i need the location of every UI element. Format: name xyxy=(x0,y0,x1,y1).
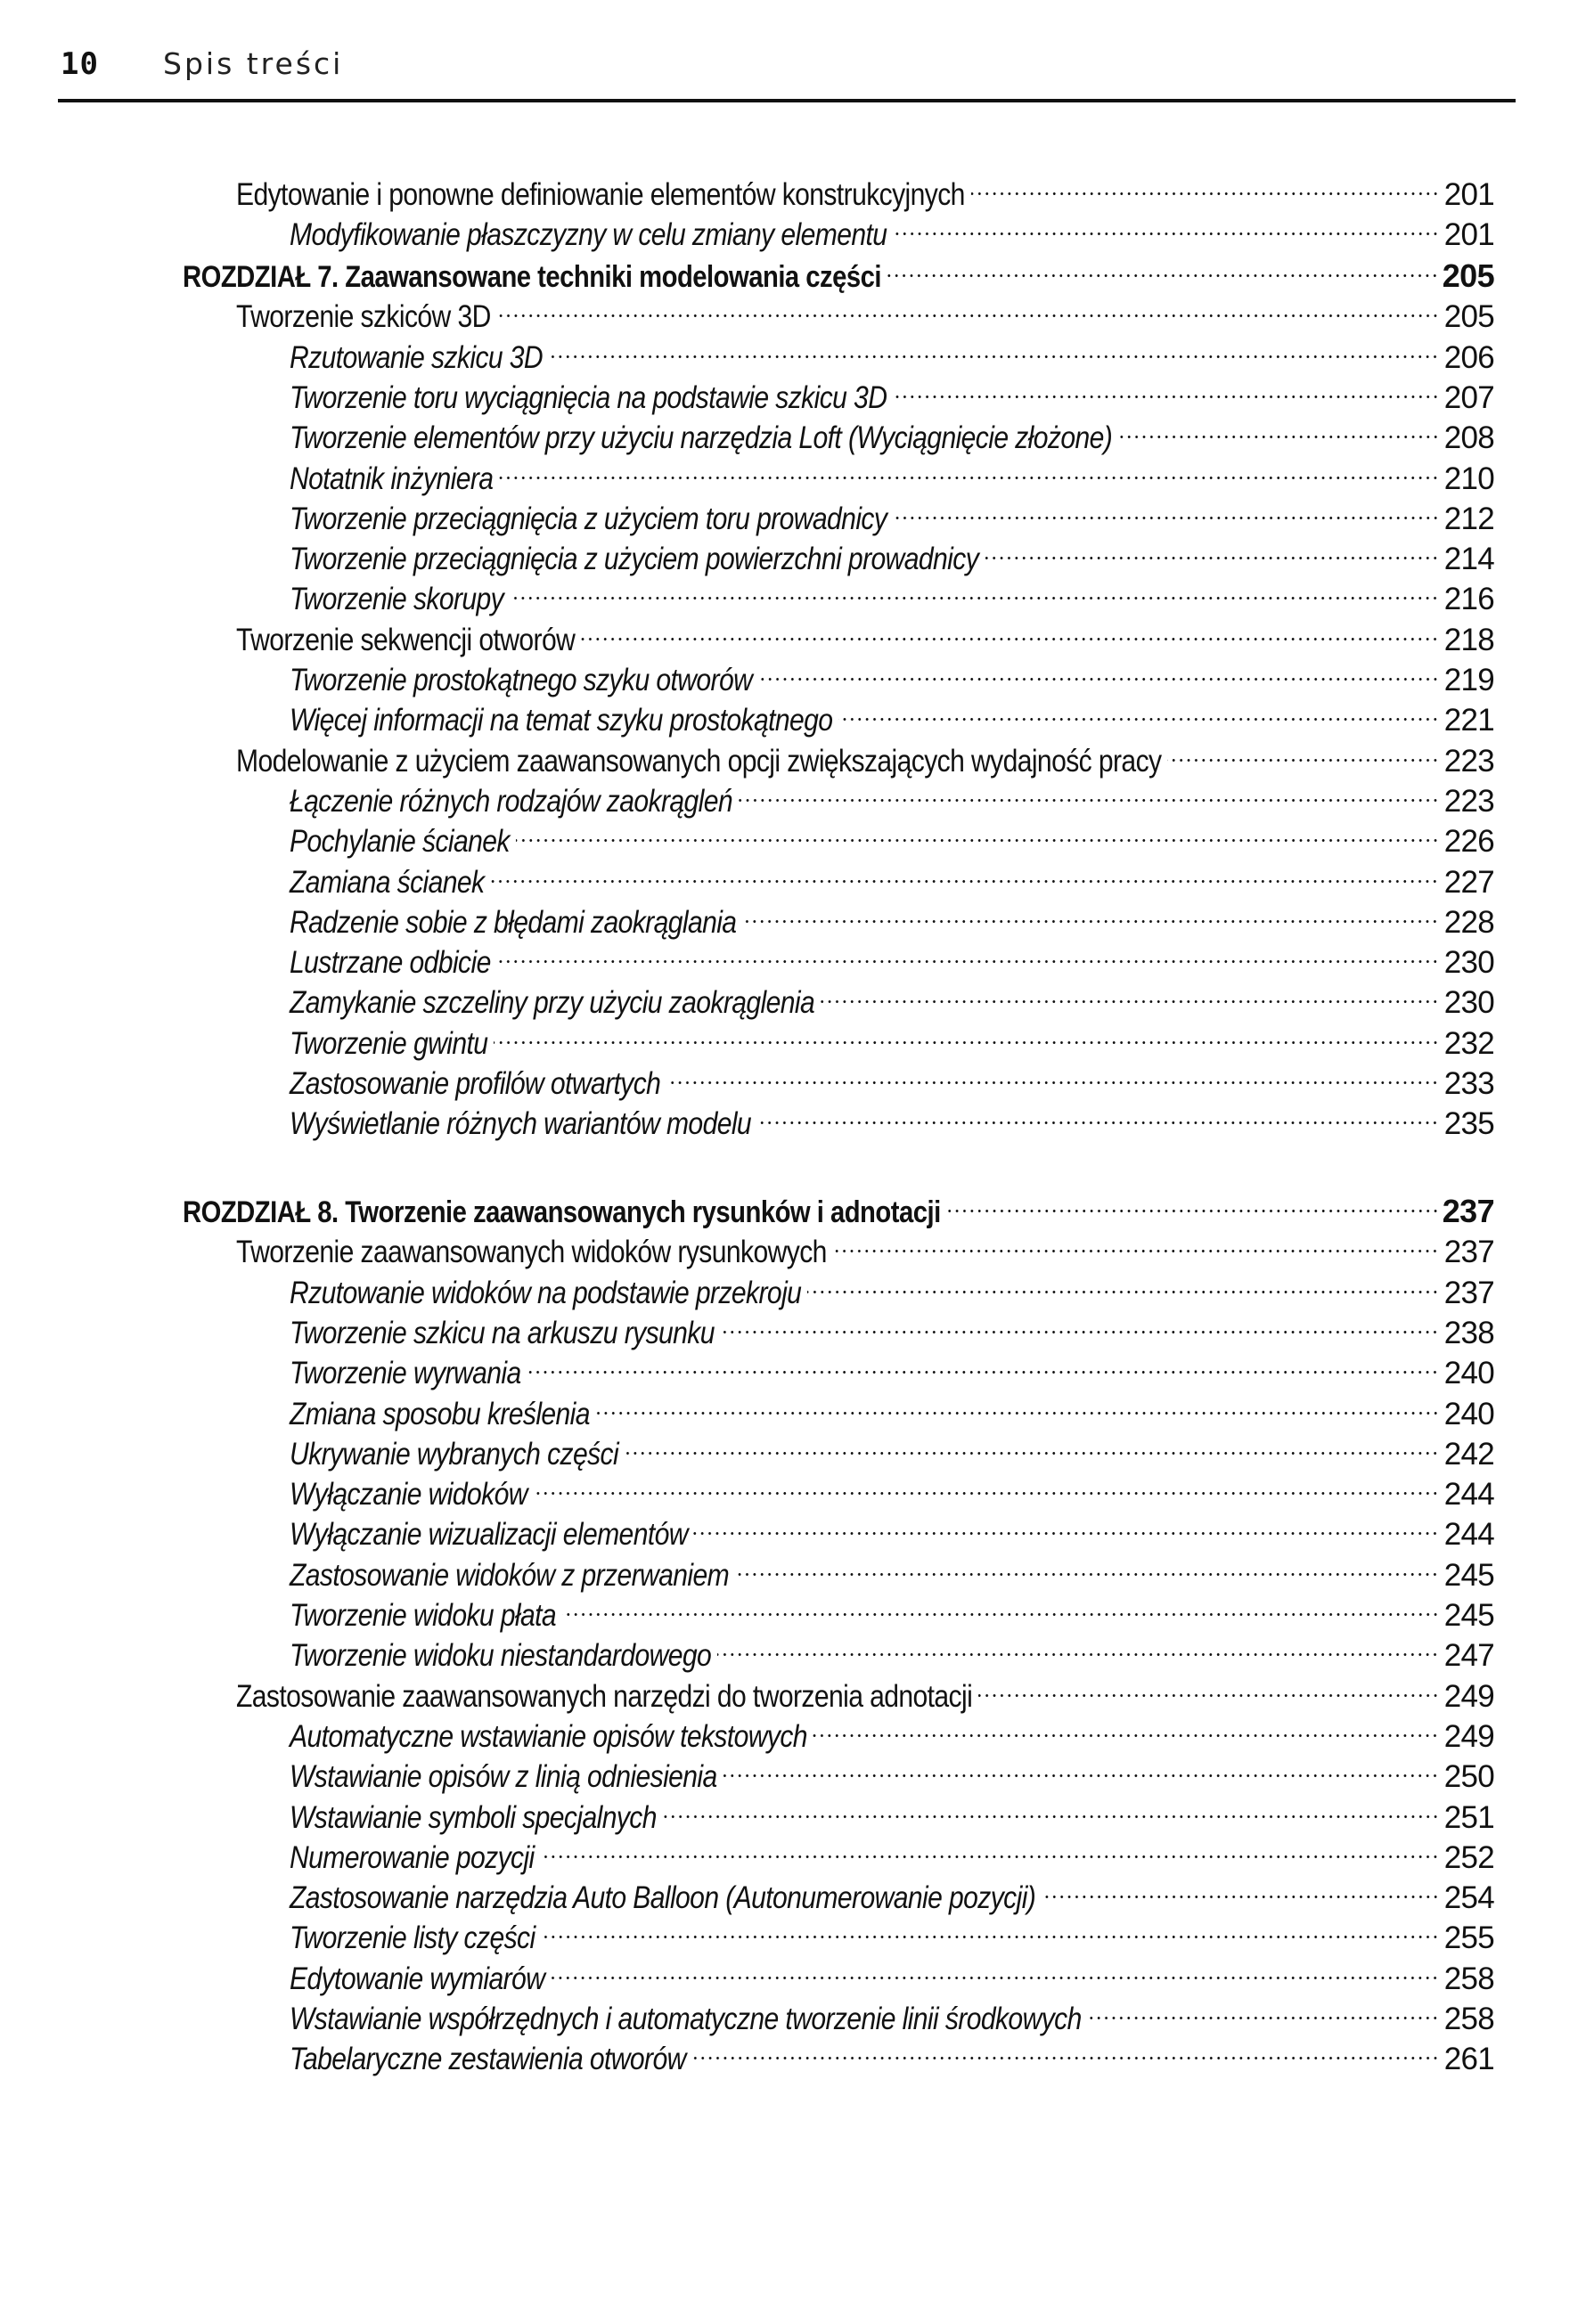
entry-page-number: 201 xyxy=(1443,177,1494,212)
entry-title: Więcej informacji na temat szyku prostokątnego xyxy=(290,703,833,738)
entry-page-number: 228 xyxy=(1443,904,1494,940)
toc-entry[interactable] xyxy=(290,1586,1494,1633)
entry-title: Tabelaryczne zestawienia otworów xyxy=(290,2042,686,2077)
entry-title: Tworzenie widoku płata xyxy=(290,1598,557,1633)
dot-leader xyxy=(720,1303,1439,1343)
entry-title: Zamiana ścianek xyxy=(290,864,485,900)
dot-leader xyxy=(692,2029,1439,2069)
entry-title: Automatyczne wstawianie opisów tekstowych xyxy=(290,1718,807,1754)
entry-page-number: 249 xyxy=(1443,1718,1494,1754)
running-title: Spis treści xyxy=(163,46,344,81)
toc-entry[interactable] xyxy=(236,287,1494,335)
entry-page-number: 261 xyxy=(1443,2042,1494,2077)
dot-leader xyxy=(813,1707,1439,1747)
toc-entry[interactable] xyxy=(290,1384,1494,1431)
dot-leader xyxy=(666,1054,1439,1094)
entry-title: Tworzenie sekwencji otworów xyxy=(236,622,576,657)
toc-entry[interactable] xyxy=(290,529,1494,577)
toc-entry[interactable] xyxy=(290,1908,1494,1956)
dot-leader xyxy=(887,247,1439,287)
dot-leader xyxy=(490,852,1439,893)
toc-entry[interactable] xyxy=(290,1263,1494,1310)
toc-entry[interactable] xyxy=(290,1504,1494,1553)
entry-page-number: 227 xyxy=(1443,864,1494,900)
entry-page-number: 255 xyxy=(1443,1920,1494,1956)
entry-page-number: 247 xyxy=(1443,1638,1494,1674)
toc-entry[interactable] xyxy=(290,368,1494,415)
dot-leader xyxy=(596,1384,1439,1424)
entry-page-number: 216 xyxy=(1443,582,1494,617)
entry-page-number: 206 xyxy=(1443,339,1494,375)
entry-page-number: 205 xyxy=(1442,257,1494,294)
entry-title: Tworzenie szkiców 3D xyxy=(236,299,491,335)
entry-title: Notatnik inżyniera xyxy=(290,461,494,496)
dot-leader xyxy=(894,368,1439,408)
dot-leader xyxy=(562,1586,1439,1626)
toc-entry[interactable] xyxy=(290,1626,1494,1674)
entry-title: Rzutowanie szkicu 3D xyxy=(290,339,544,375)
toc-entry[interactable] xyxy=(290,811,1494,860)
entry-page-number: 212 xyxy=(1443,501,1494,536)
entry-page-number: 240 xyxy=(1443,1396,1494,1431)
page-header xyxy=(61,46,343,91)
entry-page-number: 237 xyxy=(1443,1235,1494,1270)
toc-entry[interactable] xyxy=(290,569,1494,617)
entry-page-number: 258 xyxy=(1443,1961,1494,1996)
dot-leader xyxy=(1042,1868,1439,1908)
toc-entry[interactable] xyxy=(290,771,1494,819)
dot-leader xyxy=(551,1949,1439,1989)
entry-title: Tworzenie listy części xyxy=(290,1920,535,1956)
entry-title: Edytowanie i ponowne definiowanie elementów konstrukcyjnych xyxy=(236,177,965,212)
dot-leader xyxy=(758,650,1439,690)
entry-title: Zastosowanie widoków z przerwaniem xyxy=(290,1557,730,1593)
chapter-heading[interactable] xyxy=(183,247,1494,294)
dot-leader xyxy=(497,287,1439,327)
entry-page-number: 230 xyxy=(1443,945,1494,981)
toc-entry[interactable] xyxy=(290,1868,1494,1916)
dot-leader xyxy=(497,933,1439,973)
entry-page-number: 235 xyxy=(1443,1106,1494,1142)
dot-leader xyxy=(663,1788,1439,1828)
entry-title: Zamykanie szczeliny przy użyciu zaokrąglenia xyxy=(290,985,815,1021)
entry-page-number: 205 xyxy=(1443,299,1494,335)
toc-entry[interactable] xyxy=(290,1747,1494,1795)
dot-leader xyxy=(838,690,1439,730)
entry-title: Łączenie różnych rodzajów zaokrągleń xyxy=(290,783,733,819)
entry-page-number: 237 xyxy=(1443,1275,1494,1310)
dot-leader xyxy=(821,973,1439,1013)
toc-entry[interactable] xyxy=(236,165,1494,212)
toc-entry[interactable] xyxy=(290,852,1494,900)
dot-leader xyxy=(893,205,1439,245)
entry-title: ROZDZIAŁ 8. Tworzenie zaawansowanych rysunków i adnotacji xyxy=(183,1195,941,1229)
dot-leader xyxy=(693,1504,1439,1545)
toc-entry[interactable] xyxy=(236,1222,1494,1270)
toc-entry[interactable] xyxy=(236,1667,1494,1714)
entry-page-number: 244 xyxy=(1443,1477,1494,1513)
dot-leader xyxy=(757,1094,1439,1134)
entry-title: Zastosowanie profilów otwartych xyxy=(290,1066,661,1101)
dot-leader xyxy=(723,1747,1439,1787)
entry-page-number: 214 xyxy=(1443,542,1494,577)
dot-leader xyxy=(542,1908,1439,1948)
entry-title: Numerowanie pozycji xyxy=(290,1839,535,1875)
entry-title: Wstawianie opisów z linią odniesienia xyxy=(290,1759,717,1795)
entry-page-number: 207 xyxy=(1443,379,1494,415)
entry-page-number: 238 xyxy=(1443,1315,1494,1350)
toc-entry[interactable] xyxy=(290,449,1494,496)
entry-title: Rzutowanie widoków na podstawie przekroju xyxy=(290,1275,802,1310)
dot-leader xyxy=(549,328,1439,368)
entry-page-number: 221 xyxy=(1443,703,1494,738)
entry-title: Pochylanie ścianek xyxy=(290,824,510,860)
entry-page-number: 208 xyxy=(1443,420,1494,456)
toc-entry[interactable] xyxy=(290,893,1494,940)
dot-leader xyxy=(947,1182,1439,1222)
entry-title: Wyświetlanie różnych wariantów modelu xyxy=(290,1106,752,1142)
toc-entry[interactable] xyxy=(290,408,1494,456)
entry-page-number: 223 xyxy=(1443,783,1494,819)
entry-title: Zastosowanie zaawansowanych narzędzi do tworzenia adnotacji xyxy=(236,1678,973,1714)
toc-entry[interactable] xyxy=(290,1303,1494,1350)
dot-leader xyxy=(735,1545,1439,1586)
chapter-heading[interactable] xyxy=(183,1182,1494,1229)
dot-leader xyxy=(894,489,1439,529)
entry-title: Ukrywanie wybranych części xyxy=(290,1436,619,1472)
entry-title: Zastosowanie narzędzia Auto Balloon (Autonumerowanie pozycji) xyxy=(290,1880,1036,1916)
entry-title: Tworzenie skorupy xyxy=(290,582,504,617)
toc-entry[interactable] xyxy=(290,1464,1494,1513)
dot-leader xyxy=(1167,731,1439,771)
entry-title: Edytowanie wymiarów xyxy=(290,1961,545,1996)
dot-leader xyxy=(978,1667,1439,1707)
toc-entry[interactable] xyxy=(290,690,1494,738)
entry-title: Wyłączanie widoków xyxy=(290,1477,527,1513)
entry-page-number: 237 xyxy=(1442,1193,1494,1229)
entry-page-number: 252 xyxy=(1443,1839,1494,1875)
entry-page-number: 249 xyxy=(1443,1678,1494,1714)
entry-page-number: 226 xyxy=(1443,824,1494,860)
dot-leader xyxy=(510,569,1439,609)
entry-title: Tworzenie przeciągnięcia z użyciem powierzchni prowadnicy xyxy=(290,542,979,577)
toc-entry[interactable] xyxy=(290,1788,1494,1835)
entry-page-number: 219 xyxy=(1443,663,1494,697)
entry-title: Tworzenie zaawansowanych widoków rysunkowych xyxy=(236,1235,827,1270)
entry-page-number: 251 xyxy=(1443,1799,1494,1835)
dot-leader xyxy=(985,529,1439,569)
dot-leader xyxy=(534,1464,1439,1504)
entry-page-number: 250 xyxy=(1443,1759,1494,1795)
entry-title: Zmiana sposobu kreślenia xyxy=(290,1396,590,1431)
entry-page-number: 245 xyxy=(1443,1557,1494,1593)
dot-leader xyxy=(971,165,1439,205)
entry-page-number: 258 xyxy=(1443,2002,1494,2036)
dot-leader xyxy=(739,771,1439,811)
entry-title: Wyłączanie wizualizacji elementów xyxy=(290,1517,688,1553)
toc-entry[interactable] xyxy=(290,1949,1494,1996)
entry-page-number: 201 xyxy=(1443,217,1494,253)
toc-entry[interactable] xyxy=(290,1545,1494,1593)
toc-entry[interactable] xyxy=(290,1424,1494,1472)
page-number: 10 xyxy=(61,46,99,82)
entry-page-number: 223 xyxy=(1443,743,1494,779)
toc-entry[interactable] xyxy=(290,1014,1494,1061)
toc-entry[interactable] xyxy=(290,1989,1494,2036)
dot-leader xyxy=(581,610,1439,650)
entry-title: Tworzenie prostokątnego szyku otworów xyxy=(290,663,753,697)
toc-entry[interactable] xyxy=(236,731,1494,779)
toc-entry[interactable] xyxy=(290,1707,1494,1754)
dot-leader xyxy=(832,1222,1439,1262)
dot-leader xyxy=(516,811,1439,852)
toc-entry[interactable] xyxy=(290,933,1494,981)
entry-page-number: 244 xyxy=(1443,1517,1494,1553)
dot-leader xyxy=(494,1014,1439,1054)
toc-entry[interactable] xyxy=(290,1343,1494,1391)
entry-title: Wstawianie współrzędnych i automatyczne tworzenie linii środkowych xyxy=(290,2002,1082,2036)
dot-leader xyxy=(717,1626,1439,1666)
entry-title: Tworzenie wyrwania xyxy=(290,1356,521,1391)
entry-title: Tworzenie widoku niestandardowego xyxy=(290,1638,712,1674)
dot-leader xyxy=(625,1424,1439,1464)
toc-entry[interactable] xyxy=(236,610,1494,657)
dot-leader xyxy=(807,1263,1439,1303)
entry-page-number: 230 xyxy=(1443,985,1494,1021)
entry-title: Wstawianie symboli specjalnych xyxy=(290,1799,657,1835)
toc-entry[interactable] xyxy=(290,205,1494,253)
entry-title: Modyfikowanie płaszczyzny w celu zmiany elementu xyxy=(290,217,887,253)
entry-title: Tworzenie szkicu na arkuszu rysunku xyxy=(290,1315,715,1350)
dot-leader xyxy=(1088,1989,1439,2029)
entry-page-number: 240 xyxy=(1443,1356,1494,1391)
entry-page-number: 210 xyxy=(1443,461,1494,496)
entry-title: Tworzenie toru wyciągnięcia na podstawie szkicu 3D xyxy=(290,379,887,415)
dot-leader xyxy=(499,449,1439,489)
entry-title: Lustrzane odbicie xyxy=(290,945,491,981)
toc-entry[interactable] xyxy=(290,650,1494,697)
entry-title: Tworzenie gwintu xyxy=(290,1025,488,1061)
entry-title: Radzenie sobie z błędami zaokrąglania xyxy=(290,904,737,940)
entry-page-number: 245 xyxy=(1443,1598,1494,1633)
dot-leader xyxy=(1119,408,1439,448)
entry-page-number: 233 xyxy=(1443,1066,1494,1101)
entry-title: Tworzenie przeciągnięcia z użyciem toru prowadnicy xyxy=(290,501,887,536)
entry-title: Tworzenie elementów przy użyciu narzędzia Loft (Wyciągnięcie złożone) xyxy=(290,420,1113,456)
dot-leader xyxy=(527,1343,1439,1383)
toc-entry[interactable] xyxy=(290,1828,1494,1875)
entry-page-number: 242 xyxy=(1443,1436,1494,1472)
toc-entry[interactable] xyxy=(290,1054,1494,1101)
header-rule xyxy=(58,99,1516,102)
entry-title: Modelowanie z użyciem zaawansowanych opcji zwiększających wydajność pracy xyxy=(236,743,1162,779)
toc-entry[interactable] xyxy=(290,1094,1494,1142)
toc-entry[interactable] xyxy=(290,2029,1494,2077)
entry-page-number: 254 xyxy=(1443,1880,1494,1916)
toc-entry[interactable] xyxy=(290,973,1494,1021)
entry-page-number: 218 xyxy=(1443,622,1494,657)
toc-entry[interactable] xyxy=(290,489,1494,536)
entry-title: ROZDZIAŁ 7. Zaawansowane techniki modelowania części xyxy=(183,260,881,294)
entry-page-number: 232 xyxy=(1443,1025,1494,1061)
toc-entry[interactable] xyxy=(290,328,1494,375)
dot-leader xyxy=(541,1828,1439,1868)
dot-leader xyxy=(742,893,1439,933)
